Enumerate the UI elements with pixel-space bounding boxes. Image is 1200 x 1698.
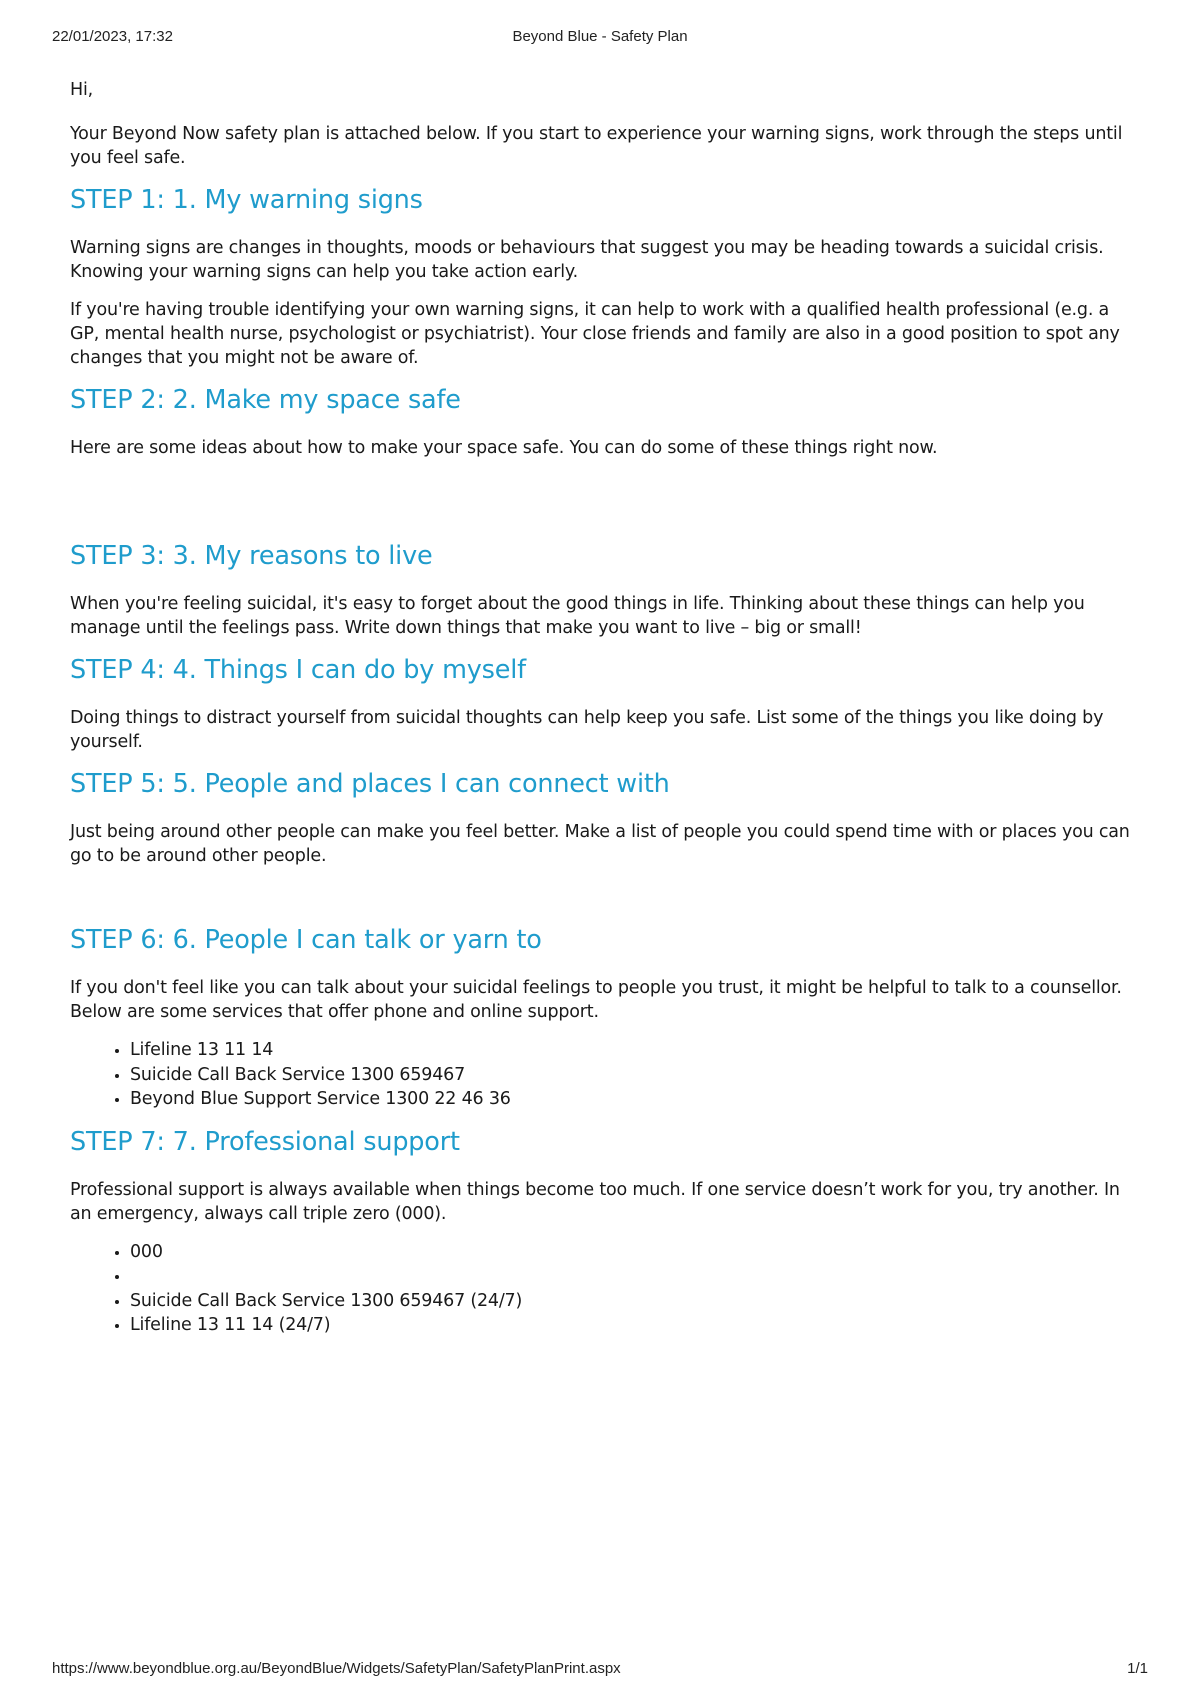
empty-list-space (70, 882, 1140, 912)
step-7 (70, 1126, 1140, 1338)
step-paragraph: If you're having trouble identifying your own warning signs, it can help to work with a qualified health professional (e.g. a GP, mental health nurse, psychologist or psychiatrist). Your close friends and family are also in a good position to spot any changes that you might not be aware of. (70, 300, 1120, 368)
print-title: Beyond Blue - Safety Plan (512, 28, 688, 45)
step-heading: STEP 7: 7. Professional support (70, 1126, 460, 1157)
greeting: Hi, (70, 80, 93, 100)
step-1 (70, 184, 1140, 370)
print-url: https://www.beyondblue.org.au/BeyondBlue/Widgets/SafetyPlan/SafetyPlanPrint.aspx (52, 1660, 621, 1677)
support-services-list (70, 1038, 1140, 1112)
step-3 (70, 540, 1140, 640)
step-4 (70, 654, 1140, 754)
list-item: • Suicide Call Back Service 1300 659467 (130, 1063, 1140, 1088)
intro-text: Your Beyond Now safety plan is attached below. If you start to experience your warning signs, work through the steps until you feel safe. (70, 124, 1123, 168)
safety-plan-content (70, 78, 1140, 1352)
step-paragraph: Professional support is always available when things become too much. If one service doesn’t work for you, try another. In an emergency, always call triple zero (000). (70, 1179, 1120, 1224)
step-6 (70, 924, 1140, 1112)
step-paragraph: Just being around other people can make you feel better. Make a list of people you could spend time with or places you can go to be around other people. (70, 822, 1130, 866)
step-paragraph: When you're feeling suicidal, it's easy to forget about the good things in life. Thinking about these things can help you manage until the feelings pass. Write down things that make you want to live – big or small! (70, 594, 1085, 638)
step-5 (70, 768, 1140, 912)
list-item: • Lifeline 13 11 14 (130, 1038, 1140, 1063)
step-paragraph: Doing things to distract yourself from suicidal thoughts can help keep you safe. List some of the things you like doing by yourself. (70, 708, 1104, 752)
page-number: 1/1 (1127, 1660, 1148, 1677)
step-paragraph: Warning signs are changes in thoughts, moods or behaviours that suggest you may be heading towards a suicidal crisis. Knowing your warning signs can help you take action early. (70, 238, 1104, 282)
list-item: • Suicide Call Back Service 1300 659467 (24/7) (130, 1289, 1140, 1314)
step-paragraph: Here are some ideas about how to make your space safe. You can do some of these things right now. (70, 438, 938, 458)
professional-support-list (70, 1240, 1140, 1338)
step-paragraph: If you don't feel like you can talk about your suicidal feelings to people you trust, it might be helpful to talk to a counsellor. Below are some services that offer phone and online support. (70, 978, 1122, 1022)
print-datetime: 22/01/2023, 17:32 (52, 28, 173, 45)
step-heading: STEP 2: 2. Make my space safe (70, 385, 461, 415)
step-heading: STEP 3: 3. My reasons to live (70, 541, 433, 571)
list-item: • Beyond Blue Support Service 1300 22 46 36 (130, 1087, 1140, 1112)
print-footer (0, 1660, 1200, 1680)
list-item: • 000 (130, 1240, 1140, 1265)
step-heading: STEP 5: 5. People and places I can connect with (70, 769, 670, 799)
step-heading: STEP 4: 4. Things I can do by myself (70, 655, 526, 685)
step-heading: STEP 6: 6. People I can talk or yarn to (70, 925, 542, 955)
empty-list-space (70, 474, 1140, 528)
step-heading: STEP 1: 1. My warning signs (70, 185, 423, 215)
list-item: • Lifeline 13 11 14 (24/7) (130, 1313, 1140, 1338)
print-header (0, 28, 1200, 48)
step-2 (70, 384, 1140, 528)
list-item (130, 1264, 1140, 1289)
